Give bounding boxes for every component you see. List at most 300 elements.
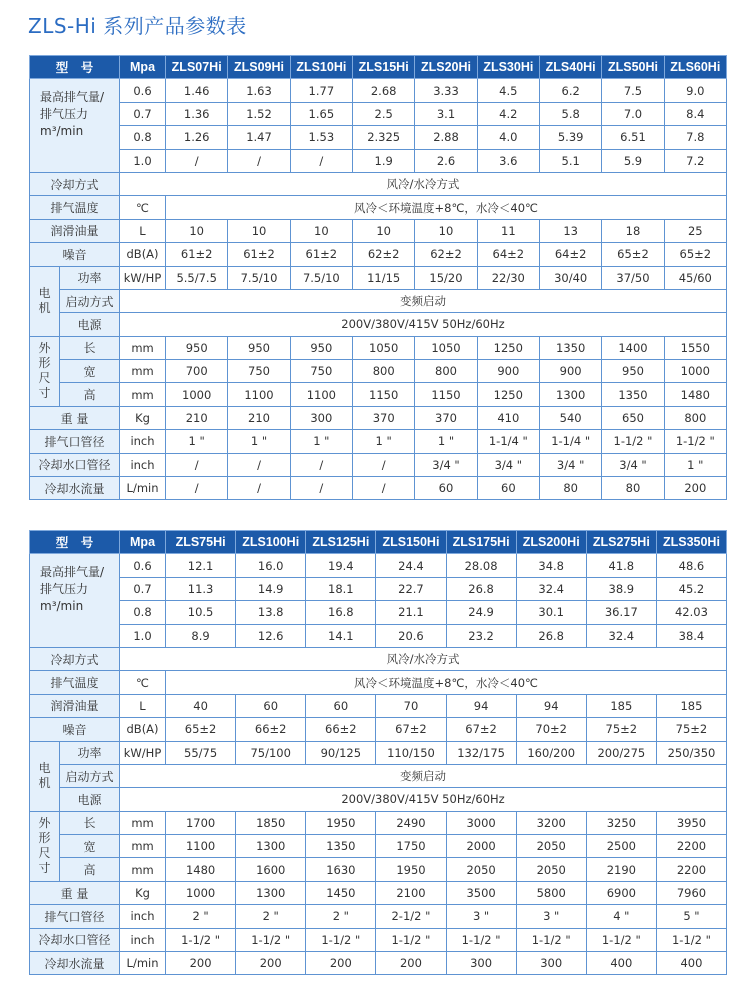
noise-unit: dB(A) xyxy=(120,718,166,741)
noise-value: 67±2 xyxy=(376,718,446,741)
height-value: 1150 xyxy=(415,383,477,406)
oil-value: 10 xyxy=(228,219,290,242)
weight-value: 6900 xyxy=(586,881,656,904)
temp-unit: ℃ xyxy=(120,671,166,694)
flow-value: 23.2 xyxy=(446,624,516,647)
model-name: ZLS275Hi xyxy=(586,531,656,554)
weight-value: 300 xyxy=(290,406,352,429)
temp-unit: ℃ xyxy=(120,196,166,219)
water-pipe-value: 1 " xyxy=(664,453,726,476)
flow-value: 6.2 xyxy=(539,79,601,102)
flow-row xyxy=(30,624,727,647)
height-label: 高 xyxy=(60,858,120,881)
flow-value: 4.2 xyxy=(477,102,539,125)
model-name: ZLS50Hi xyxy=(602,56,664,79)
weight-value: 1450 xyxy=(306,881,376,904)
flow-value: 24.4 xyxy=(376,554,446,577)
water-flow-value: 200 xyxy=(166,952,236,975)
width-value: 750 xyxy=(228,360,290,383)
outlet-unit: inch xyxy=(120,430,166,453)
flow-value: 14.9 xyxy=(236,577,306,600)
power-value: 37/50 xyxy=(602,266,664,289)
flow-value: 16.0 xyxy=(236,554,306,577)
weight-value: 410 xyxy=(477,406,539,429)
flow-value: 1.52 xyxy=(228,102,290,125)
weight-value: 650 xyxy=(602,406,664,429)
outlet-value: 4 " xyxy=(586,905,656,928)
power-value: 110/150 xyxy=(376,741,446,764)
weight-value: 210 xyxy=(166,406,228,429)
width-value: 900 xyxy=(539,360,601,383)
oil-value: 185 xyxy=(656,694,726,717)
noise-value: 62±2 xyxy=(353,243,415,266)
flow-value: 41.8 xyxy=(586,554,656,577)
cooling-row xyxy=(30,172,727,195)
width-value: 2200 xyxy=(656,835,726,858)
noise-value: 61±2 xyxy=(166,243,228,266)
flow-value: 42.03 xyxy=(656,601,726,624)
flow-value: 1.36 xyxy=(166,102,228,125)
width-value: 1100 xyxy=(166,835,236,858)
length-value: 1850 xyxy=(236,811,306,834)
power-row xyxy=(30,741,727,764)
flow-value: / xyxy=(290,149,352,172)
flow-value: 4.0 xyxy=(477,126,539,149)
water-flow-value: 200 xyxy=(664,477,726,500)
header-row xyxy=(30,531,727,554)
height-value: 1250 xyxy=(477,383,539,406)
flow-row xyxy=(30,126,727,149)
spec-table-1 xyxy=(29,55,727,500)
power-label: 功率 xyxy=(60,741,120,764)
flow-value: 10.5 xyxy=(166,601,236,624)
flow-label-line: 排气压力 xyxy=(40,107,89,122)
pressure-value: 0.7 xyxy=(120,577,166,600)
power-value: 75/100 xyxy=(236,741,306,764)
temp-row xyxy=(30,671,727,694)
unit-header: Mpa xyxy=(120,531,166,554)
height-value: 1100 xyxy=(290,383,352,406)
weight-value: 1000 xyxy=(166,881,236,904)
height-value: 2190 xyxy=(586,858,656,881)
height-value: 1300 xyxy=(539,383,601,406)
outlet-value: 1 " xyxy=(290,430,352,453)
length-value: 1700 xyxy=(166,811,236,834)
flow-label xyxy=(30,554,120,648)
water-pipe-value: 3/4 " xyxy=(602,453,664,476)
height-value: 1480 xyxy=(664,383,726,406)
water-pipe-label: 冷却水口管径 xyxy=(30,928,120,951)
outlet-value: 1-1/2 " xyxy=(664,430,726,453)
height-row xyxy=(30,858,727,881)
model-name: ZLS350Hi xyxy=(656,531,726,554)
water-pipe-unit: inch xyxy=(120,453,166,476)
weight-value: 2100 xyxy=(376,881,446,904)
outlet-value: 1-1/2 " xyxy=(602,430,664,453)
width-value: 1000 xyxy=(664,360,726,383)
power-value: 11/15 xyxy=(353,266,415,289)
water-pipe-value: 3/4 " xyxy=(415,453,477,476)
water-pipe-unit: inch xyxy=(120,928,166,951)
outlet-unit: inch xyxy=(120,905,166,928)
water-flow-value: / xyxy=(228,477,290,500)
width-value: 2050 xyxy=(516,835,586,858)
dim-unit: mm xyxy=(120,811,166,834)
width-value: 1350 xyxy=(306,835,376,858)
height-label: 高 xyxy=(60,383,120,406)
width-value: 800 xyxy=(415,360,477,383)
flow-value: 38.9 xyxy=(586,577,656,600)
flow-value: 16.8 xyxy=(306,601,376,624)
length-value: 2490 xyxy=(376,811,446,834)
water-flow-value: / xyxy=(353,477,415,500)
width-value: 2500 xyxy=(586,835,656,858)
water-pipe-value: 1-1/2 " xyxy=(376,928,446,951)
water-pipe-value: / xyxy=(290,453,352,476)
flow-value: 26.8 xyxy=(446,577,516,600)
outlet-value: 1 " xyxy=(415,430,477,453)
weight-row xyxy=(30,881,727,904)
flow-value: 4.5 xyxy=(477,79,539,102)
flow-value: 1.9 xyxy=(353,149,415,172)
power-value: 22/30 xyxy=(477,266,539,289)
flow-value: 3.1 xyxy=(415,102,477,125)
outlet-value: 2 " xyxy=(166,905,236,928)
length-value: 1350 xyxy=(539,336,601,359)
start-value: 变频启动 xyxy=(120,289,727,312)
model-name: ZLS10Hi xyxy=(290,56,352,79)
flow-value: 8.9 xyxy=(166,624,236,647)
weight-label: 重 量 xyxy=(30,406,120,429)
supply-label: 电源 xyxy=(60,788,120,811)
length-value: 1950 xyxy=(306,811,376,834)
flow-value: 7.2 xyxy=(664,149,726,172)
oil-unit: L xyxy=(120,694,166,717)
flow-value: 1.53 xyxy=(290,126,352,149)
flow-value: 34.8 xyxy=(516,554,586,577)
model-name: ZLS175Hi xyxy=(446,531,516,554)
water-flow-value: 200 xyxy=(376,952,446,975)
weight-label: 重 量 xyxy=(30,881,120,904)
dims-label: 外形尺寸 xyxy=(30,811,60,881)
length-value: 1050 xyxy=(353,336,415,359)
width-label: 宽 xyxy=(60,835,120,858)
outlet-value: 2 " xyxy=(236,905,306,928)
noise-label: 噪音 xyxy=(30,718,120,741)
height-value: 1630 xyxy=(306,858,376,881)
temp-label: 排气温度 xyxy=(30,671,120,694)
water-pipe-row xyxy=(30,453,727,476)
oil-value: 18 xyxy=(602,219,664,242)
oil-value: 40 xyxy=(166,694,236,717)
water-flow-row xyxy=(30,952,727,975)
oil-value: 10 xyxy=(290,219,352,242)
page-title: ZLS-Hi 系列产品参数表 xyxy=(28,14,247,38)
temp-value: 风冷＜环境温度+8℃，水冷＜40℃ xyxy=(166,671,727,694)
water-pipe-value: / xyxy=(353,453,415,476)
water-pipe-value: 1-1/2 " xyxy=(656,928,726,951)
dim-unit: mm xyxy=(120,835,166,858)
weight-value: 7960 xyxy=(656,881,726,904)
flow-value: 2.325 xyxy=(353,126,415,149)
flow-label-line: 最高排气量/ xyxy=(40,90,105,105)
flow-value: 7.8 xyxy=(664,126,726,149)
power-value: 250/350 xyxy=(656,741,726,764)
length-value: 950 xyxy=(290,336,352,359)
water-pipe-value: / xyxy=(166,453,228,476)
motor-label: 电机 xyxy=(30,266,60,336)
noise-value: 64±2 xyxy=(477,243,539,266)
flow-row xyxy=(30,554,727,577)
supply-value: 200V/380V/415V 50Hz/60Hz xyxy=(120,313,727,336)
water-flow-value: 80 xyxy=(539,477,601,500)
noise-unit: dB(A) xyxy=(120,243,166,266)
flow-row xyxy=(30,79,727,102)
oil-row xyxy=(30,694,727,717)
oil-value: 10 xyxy=(166,219,228,242)
flow-row xyxy=(30,102,727,125)
cooling-row xyxy=(30,647,727,670)
power-value: 30/40 xyxy=(539,266,601,289)
outlet-value: 1-1/4 " xyxy=(539,430,601,453)
flow-value: 19.4 xyxy=(306,554,376,577)
outlet-value: 1 " xyxy=(166,430,228,453)
water-pipe-row xyxy=(30,928,727,951)
outlet-row xyxy=(30,430,727,453)
supply-value: 200V/380V/415V 50Hz/60Hz xyxy=(120,788,727,811)
power-value: 200/275 xyxy=(586,741,656,764)
oil-value: 60 xyxy=(236,694,306,717)
power-unit: kW/HP xyxy=(120,741,166,764)
height-value: 1150 xyxy=(353,383,415,406)
height-row xyxy=(30,383,727,406)
model-header: 型 号 xyxy=(30,531,120,554)
cooling-label: 冷却方式 xyxy=(30,172,120,195)
water-pipe-value: 3/4 " xyxy=(477,453,539,476)
power-value: 55/75 xyxy=(166,741,236,764)
flow-label-line: 最高排气量/ xyxy=(40,565,105,580)
water-pipe-value: 1-1/2 " xyxy=(586,928,656,951)
flow-value: 28.08 xyxy=(446,554,516,577)
length-value: 1550 xyxy=(664,336,726,359)
height-value: 1600 xyxy=(236,858,306,881)
temp-label: 排气温度 xyxy=(30,196,120,219)
height-value: 2200 xyxy=(656,858,726,881)
power-label: 功率 xyxy=(60,266,120,289)
weight-value: 3500 xyxy=(446,881,516,904)
oil-value: 94 xyxy=(516,694,586,717)
width-value: 800 xyxy=(353,360,415,383)
supply-label: 电源 xyxy=(60,313,120,336)
cooling-value: 风冷/水冷方式 xyxy=(120,172,727,195)
power-value: 90/125 xyxy=(306,741,376,764)
width-value: 900 xyxy=(477,360,539,383)
noise-value: 64±2 xyxy=(539,243,601,266)
water-flow-unit: L/min xyxy=(120,952,166,975)
weight-unit: Kg xyxy=(120,881,166,904)
flow-value: 13.8 xyxy=(236,601,306,624)
power-value: 160/200 xyxy=(516,741,586,764)
outlet-label: 排气口管径 xyxy=(30,430,120,453)
noise-value: 66±2 xyxy=(236,718,306,741)
weight-value: 370 xyxy=(353,406,415,429)
outlet-value: 5 " xyxy=(656,905,726,928)
outlet-label: 排气口管径 xyxy=(30,905,120,928)
model-name: ZLS150Hi xyxy=(376,531,446,554)
water-flow-value: 80 xyxy=(602,477,664,500)
oil-value: 70 xyxy=(376,694,446,717)
length-row xyxy=(30,811,727,834)
flow-value: 5.9 xyxy=(602,149,664,172)
model-name: ZLS100Hi xyxy=(236,531,306,554)
height-value: 2050 xyxy=(516,858,586,881)
water-flow-value: 60 xyxy=(477,477,539,500)
power-value: 45/60 xyxy=(664,266,726,289)
length-value: 3250 xyxy=(586,811,656,834)
water-pipe-value: / xyxy=(228,453,290,476)
water-flow-value: 400 xyxy=(586,952,656,975)
width-value: 2000 xyxy=(446,835,516,858)
water-flow-unit: L/min xyxy=(120,477,166,500)
power-value: 132/175 xyxy=(446,741,516,764)
noise-label: 噪音 xyxy=(30,243,120,266)
flow-value: 7.0 xyxy=(602,102,664,125)
cooling-value: 风冷/水冷方式 xyxy=(120,647,727,670)
oil-unit: L xyxy=(120,219,166,242)
water-flow-value: 400 xyxy=(656,952,726,975)
flow-value: 22.7 xyxy=(376,577,446,600)
model-header: 型 号 xyxy=(30,56,120,79)
width-value: 750 xyxy=(290,360,352,383)
flow-value: 2.68 xyxy=(353,79,415,102)
power-value: 5.5/7.5 xyxy=(166,266,228,289)
water-pipe-label: 冷却水口管径 xyxy=(30,453,120,476)
dim-unit: mm xyxy=(120,858,166,881)
flow-value: 1.77 xyxy=(290,79,352,102)
power-unit: kW/HP xyxy=(120,266,166,289)
start-label: 启动方式 xyxy=(60,289,120,312)
oil-value: 11 xyxy=(477,219,539,242)
outlet-value: 3 " xyxy=(446,905,516,928)
flow-value: 36.17 xyxy=(586,601,656,624)
noise-value: 75±2 xyxy=(586,718,656,741)
power-value: 7.5/10 xyxy=(228,266,290,289)
dim-unit: mm xyxy=(120,360,166,383)
flow-value: 5.1 xyxy=(539,149,601,172)
flow-value: 12.1 xyxy=(166,554,236,577)
noise-value: 65±2 xyxy=(664,243,726,266)
weight-value: 800 xyxy=(664,406,726,429)
flow-value: 32.4 xyxy=(586,624,656,647)
water-flow-value: 200 xyxy=(236,952,306,975)
spec-table-2 xyxy=(29,530,727,975)
model-name: ZLS60Hi xyxy=(664,56,726,79)
temp-value: 风冷＜环境温度+8℃，水冷＜40℃ xyxy=(166,196,727,219)
width-value: 700 xyxy=(166,360,228,383)
start-row xyxy=(30,764,727,787)
water-pipe-value: 1-1/2 " xyxy=(446,928,516,951)
oil-label: 润滑油量 xyxy=(30,694,120,717)
length-value: 3000 xyxy=(446,811,516,834)
flow-value: 26.8 xyxy=(516,624,586,647)
start-row xyxy=(30,289,727,312)
water-flow-value: / xyxy=(290,477,352,500)
flow-value: 5.8 xyxy=(539,102,601,125)
flow-value: 1.63 xyxy=(228,79,290,102)
flow-value: 12.6 xyxy=(236,624,306,647)
flow-value: 18.1 xyxy=(306,577,376,600)
flow-label-line: m³/min xyxy=(40,124,84,139)
flow-row xyxy=(30,149,727,172)
noise-row xyxy=(30,718,727,741)
flow-value: 1.46 xyxy=(166,79,228,102)
weight-row xyxy=(30,406,727,429)
oil-row xyxy=(30,219,727,242)
flow-value: 2.88 xyxy=(415,126,477,149)
length-value: 1400 xyxy=(602,336,664,359)
length-value: 950 xyxy=(166,336,228,359)
width-value: 1750 xyxy=(376,835,446,858)
flow-value: 45.2 xyxy=(656,577,726,600)
flow-value: 21.1 xyxy=(376,601,446,624)
flow-label xyxy=(30,79,120,173)
weight-value: 210 xyxy=(228,406,290,429)
oil-value: 10 xyxy=(415,219,477,242)
motor-label: 电机 xyxy=(30,741,60,811)
water-pipe-value: 3/4 " xyxy=(539,453,601,476)
flow-value: 6.51 xyxy=(602,126,664,149)
outlet-value: 2-1/2 " xyxy=(376,905,446,928)
model-name: ZLS200Hi xyxy=(516,531,586,554)
outlet-value: 1 " xyxy=(228,430,290,453)
pressure-value: 0.6 xyxy=(120,79,166,102)
model-name: ZLS40Hi xyxy=(539,56,601,79)
weight-value: 1300 xyxy=(236,881,306,904)
water-pipe-value: 1-1/2 " xyxy=(306,928,376,951)
dim-unit: mm xyxy=(120,383,166,406)
water-flow-label: 冷却水流量 xyxy=(30,952,120,975)
pressure-value: 0.8 xyxy=(120,601,166,624)
dims-label: 外形尺寸 xyxy=(30,336,60,406)
flow-value: 7.5 xyxy=(602,79,664,102)
flow-value: 5.39 xyxy=(539,126,601,149)
header-row xyxy=(30,56,727,79)
length-label: 长 xyxy=(60,811,120,834)
model-name: ZLS07Hi xyxy=(166,56,228,79)
weight-value: 370 xyxy=(415,406,477,429)
oil-value: 185 xyxy=(586,694,656,717)
height-value: 1480 xyxy=(166,858,236,881)
noise-value: 67±2 xyxy=(446,718,516,741)
dim-unit: mm xyxy=(120,336,166,359)
width-row xyxy=(30,360,727,383)
height-value: 1350 xyxy=(602,383,664,406)
flow-value: 8.4 xyxy=(664,102,726,125)
flow-value: 30.1 xyxy=(516,601,586,624)
flow-row xyxy=(30,577,727,600)
height-value: 2050 xyxy=(446,858,516,881)
pressure-value: 0.7 xyxy=(120,102,166,125)
length-value: 3950 xyxy=(656,811,726,834)
weight-unit: Kg xyxy=(120,406,166,429)
flow-value: 11.3 xyxy=(166,577,236,600)
pressure-value: 1.0 xyxy=(120,624,166,647)
flow-label-line: m³/min xyxy=(40,599,84,614)
outlet-row xyxy=(30,905,727,928)
oil-value: 10 xyxy=(353,219,415,242)
model-name: ZLS09Hi xyxy=(228,56,290,79)
water-flow-value: 200 xyxy=(306,952,376,975)
